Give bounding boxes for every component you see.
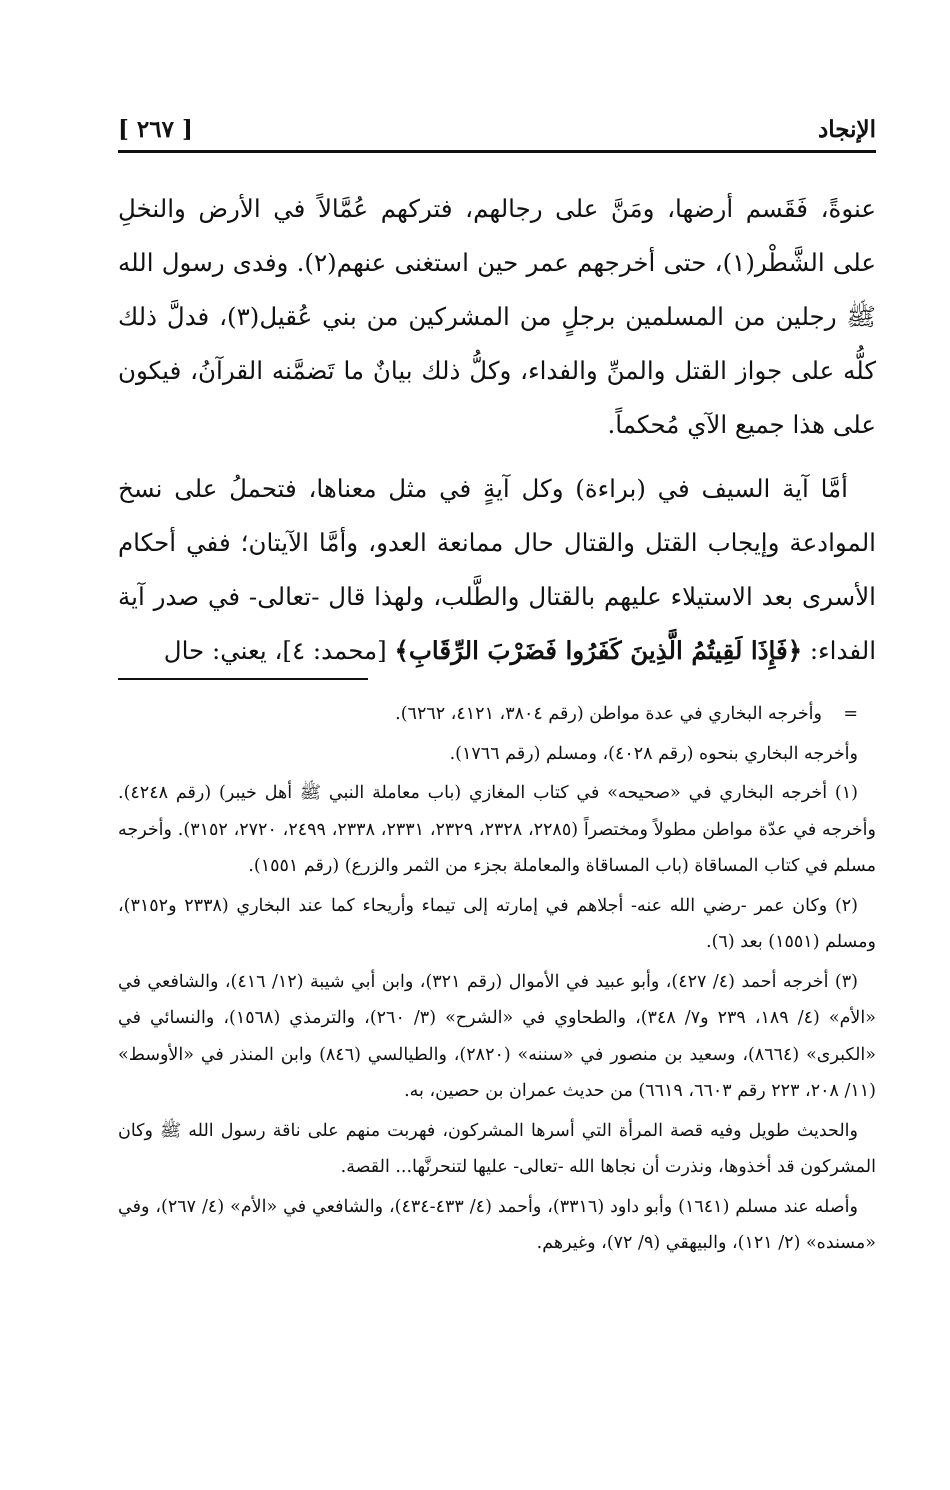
footnote-divider bbox=[118, 678, 368, 680]
body-paragraph: عنوةً، فَقَسم أرضها، ومَنَّ على رجالهم، فتركهم عُمَّالاً في الأرض والنخلِ على الشَّطْر(١)، حتى أخرجهم عمر حين استغنى عنهم(٢). وفدى رسول الله ﷺ رجلين من المسلمين برجلٍ من المشركين من بني عُقيل(٣)، فدلَّ ذلك كلُّه على جواز القتل والمنِّ والفداء، وكلُّ ذلك بيانٌ ما تَضمَّنه القرآنُ، فيكون على هذا جميع الآي مُحكماً. bbox=[118, 194, 877, 439]
quran-verse: ﴿فَإِذَا لَقِيتُمُ الَّذِينَ كَفَرُوا فَضَرْبَ الرِّقَابِ﴾ bbox=[394, 636, 803, 665]
main-text bbox=[118, 182, 876, 678]
footnote: وأخرجه البخاري بنحوه (رقم ٤٠٢٨)، ومسلم (رقم ١٧٦٦). bbox=[449, 743, 858, 764]
running-title: الإنجاد bbox=[817, 116, 876, 143]
footnote-1: (١) أخرجه البخاري في «صحيحه» في كتاب المغازي (باب معاملة النبي ﷺ أهل خيبر) (رقم ٤٢٤٨). وأخرجه في عدّة مواطن مطولاً ومختصراً (٢٢٨٥، ٢٣٢٨، ٢٣٢٩، ٢٣٣١، ٢٣٣٨، ٢٤٩٩، ٢٧٢٠، ٣١٥٢). وأخرجه مسلم في كتاب المساقاة (باب المساقاة والمعاملة بجزء من الثمر والزرع) (رقم ١٥٥١). bbox=[118, 783, 876, 876]
footnote-text: وأخرجه البخاري في عدة مواطن (رقم ٣٨٠٤، ٤١٢١، ٦٢٦٢). bbox=[395, 704, 822, 724]
footnote-3-continued: والحديث طويل وفيه قصة المرأة التي أسرها المشركون، فهربت منهم على ناقة رسول الله ﷺ وكان المشركون قد أخذوها، ونذرت أن نجاها الله -تعالى- عليها لتنحرنَّها... القصة. bbox=[118, 1120, 876, 1177]
page-number: [ ٢٦٧ ] bbox=[118, 116, 193, 143]
footnote-3-continued: وأصله عند مسلم (١٦٤١) وأبو داود (٣٣١٦)، وأحمد (٤/ ٤٣٣-٤٣٤)، والشافعي في «الأم» (٤/ ٢٦٧)، وفي «مسنده» (٢/ ١٢١)، والبيهقي (٩/ ٧٢)، وغيرهم. bbox=[118, 1196, 876, 1253]
footnote-2: (٢) وكان عمر -رضي الله عنه- أجلاهم في إمارته إلى تيماء وأريحاء كما عند البخاري (٢٣٣٨ و٣١٥٢)، ومسلم (١٥٥١) بعد (٦). bbox=[118, 895, 876, 952]
book-page bbox=[118, 108, 877, 1253]
paragraph-text: [محمد: ٤]، يعني: حال bbox=[163, 636, 387, 665]
page-header bbox=[118, 108, 876, 148]
body-paragraph bbox=[118, 462, 876, 678]
footnote-3: (٣) أخرجه أحمد (٤/ ٤٢٧)، وأبو عبيد في الأموال (رقم ٣٢١)، وابن أبي شيبة (١٢/ ٤١٦)، والشافعي في «الأم» (٤/ ١٨٩، ٢٣٩ و٧/ ٣٤٨)، والطحاوي في «الشرح» (٣/ ٢٦٠)، والترمذي (١٥٦٨)، والنسائي في «الكبرى» (٨٦٦٤)، وسعيد بن منصور في «سننه» (٢٨٢٠)، والطيالسي (٨٤٦) وابن المنذر في «الأوسط» (١١/ ٢٠٨، ٢٢٣ رقم ٦٦٠٣، ٦٦١٩) من حديث عمران بن حصين، به. bbox=[118, 971, 876, 1101]
footnotes bbox=[118, 696, 876, 1262]
header-divider bbox=[118, 150, 876, 153]
paragraph-text: أمَّا آية السيف في (براءة) وكل آيةٍ في مثل معناها، فتحملُ على نسخ الموادعة وإيجاب القتل والقتال حال ممانعة العدو، وأمَّا الآيتان؛ ففي أحكام الأسرى بعد الاستيلاء عليهم بالقتال والطَّلب، ولهذا قال -تعالى- في صدر آية الفداء: bbox=[118, 474, 876, 665]
continuation-marker: = bbox=[843, 704, 858, 724]
footnote-continuation bbox=[118, 696, 876, 733]
